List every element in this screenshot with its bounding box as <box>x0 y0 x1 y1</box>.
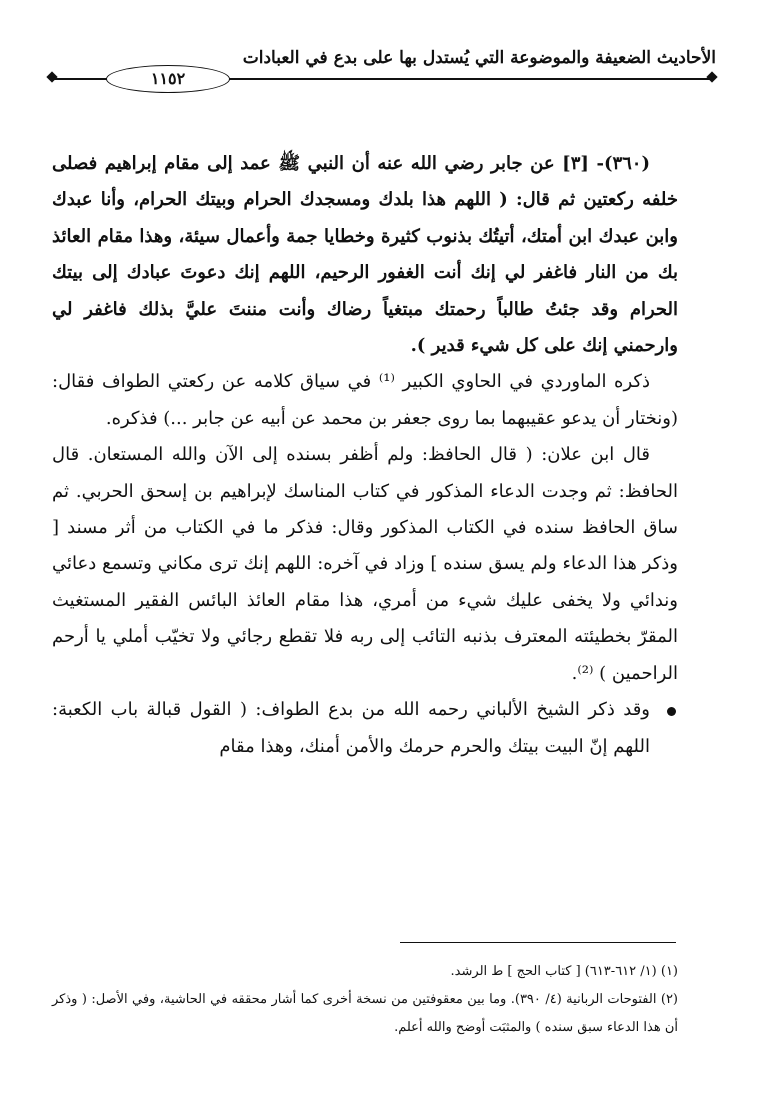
diamond-ornament-right-icon <box>706 71 717 82</box>
bullet-icon <box>667 707 676 716</box>
page-header <box>48 42 716 102</box>
hadith-paragraph: (٣٦٠)- [٣] عن جابر رضي الله عنه أن النبي ﷺ عمد إلى مقام إبراهيم فصلى خلفه ركعتين ثم قال: ( اللهم هذا بلدك ومسجدك الحرام وبيتك الحرام، وأنا عبدك وابن عبدك ابن أمتك، أتيتُك بذنوب كثيرة وخطايا جمة وأعمال سيئة، وهذا مقام العائذ بك من النار فاغفر لي إنك أنت الغفور الرحيم، اللهم إنك دعوتَ عبادك إلى بيتك الحرام وقد جئتُ طالباً رحمتك مبتغياً رضاك وأنت مننتَ عليَّ بذلك فاغفر لي وارحمني إنك على كل شيء قدير ). <box>52 153 678 357</box>
mawardi-paragraph: ذكره الماوردي في الحاوي الكبير ⁽¹⁾ في سياق كلامه عن ركعتي الطواف فقال: (ونختار أن يدعو عقيبهما بما روى جعفر بن محمد عن أبيه عن جابر ...) فذكره. <box>52 371 678 429</box>
main-text <box>52 146 678 765</box>
diamond-ornament-left-icon <box>46 71 57 82</box>
footnote-2: (٢) الفتوحات الربانية (٤/ ٣٩٠). وما بين معقوفتين من نسخة أخرى كما أشار محققه في الحاشية، وفي الأصل: ( وذكر أن هذا الدعاء سبق سنده ) والمثبَت أوضح والله أعلم. <box>52 992 678 1035</box>
ibn-allan-paragraph: قال ابن علان: ( قال الحافظ: ولم أظفر بسنده إلى الآن والله المستعان. قال الحافظ: ثم وجدت الدعاء المذكور في كتاب المناسك لإبراهيم بن إسحق الحربي. ثم ساق الحافظ سنده في الكتاب المذكور وقال: فذكر ما في الكتاب من أثر مسند [ وذكر هذا الدعاء ولم يسق سنده ] وزاد في آخره: اللهم إنك ترى مكاني وتسمع دعائي وندائي ولا يخفى عليك شيء من أمري، هذا مقام العائذ البائس الفقير المستغيث المقرّ بخطيئته المعترف بذنبه التائب إلى ربه فلا تقطع رجائي ولا تخيّب أملي يا أرحم الراحمين ) ⁽²⁾. <box>52 444 678 684</box>
footnote-1: (١) (١/ ٦١٢-٦١٣) [ كتاب الحج ] ط الرشد. <box>450 964 678 979</box>
page-number: ١١٥٢ <box>106 65 230 93</box>
running-title: الأحاديث الضعيفة والموضوعة التي يُستدل بها على بدع في العبادات <box>242 48 716 68</box>
albani-paragraph-text: وقد ذكر الشيخ الألباني رحمه الله من بدع الطواف: ( القول قبالة باب الكعبة: اللهم إنّ البيت بيتك والحرم حرمك والأمن أمنك، وهذا مقام <box>52 699 650 757</box>
footnotes <box>52 958 678 1042</box>
footnote-separator <box>400 942 676 943</box>
albani-paragraph <box>52 692 678 765</box>
